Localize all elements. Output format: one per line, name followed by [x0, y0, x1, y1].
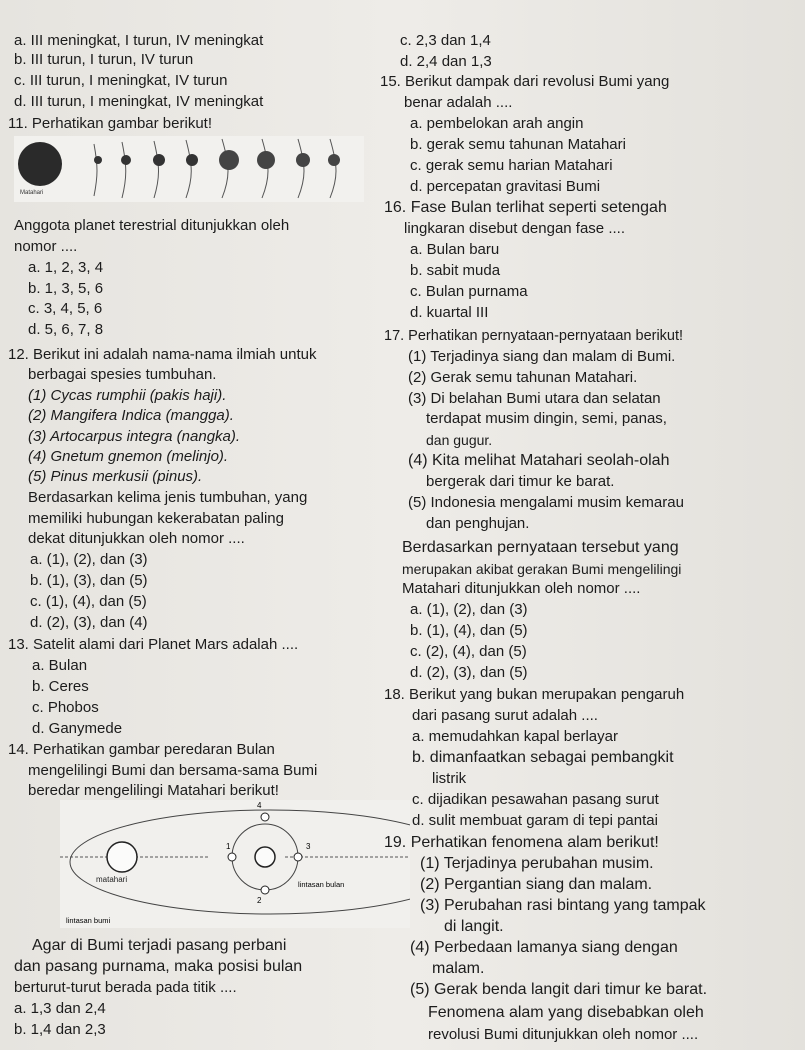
q19-item-5: (5) Gerak benda langit dari timur ke barat. [410, 981, 708, 998]
q17-item-5: (5) Indonesia mengalami musim kemarau [408, 494, 684, 511]
q14-stem-2: mengelilingi Bumi dan bersama-sama Bumi [28, 762, 318, 779]
q12-question-2: memiliki hubungan kekerabatan paling [28, 510, 284, 527]
moon-point-4-icon [261, 813, 269, 821]
q11-option-c[interactable]: c. 3, 4, 5, 6 [28, 300, 103, 317]
q12-option-c[interactable]: c. (1), (4), dan (5) [30, 593, 147, 610]
q17-question-1: Berdasarkan pernyataan tersebut yang [402, 539, 679, 556]
sun-label: matahari [96, 875, 128, 884]
q12-option-a[interactable]: a. (1), (2), dan (3) [30, 551, 148, 568]
q17-question-3: Matahari ditunjukkan oleh nomor .... [402, 580, 641, 597]
q11-question-1: Anggota planet terestrial ditunjukkan oleh [14, 217, 290, 234]
q10-option-c[interactable]: c. III turun, I meningkat, IV turun [14, 72, 228, 89]
point-3-label: 3 [306, 842, 311, 851]
q18-option-b-cont: listrik [432, 770, 467, 787]
q14-question-3: berturut-turut berada pada titik .... [14, 979, 237, 996]
planet-3-icon [153, 154, 165, 166]
earth-orbit-label: lintasan bumi [66, 916, 111, 925]
q18-option-d[interactable]: d. sulit membuat garam di tepi pantai [412, 812, 658, 829]
q12-item-3: (3) Artocarpus integra (nangka). [28, 428, 241, 445]
q18-option-c[interactable]: c. dijadikan pesawahan pasang surut [412, 791, 659, 808]
q19-item-4: (4) Perbedaan lamanya siang dengan [410, 939, 678, 956]
q10-option-c-right[interactable]: c. 2,3 dan 1,4 [400, 32, 491, 49]
q15-option-d[interactable]: d. percepatan gravitasi Bumi [410, 178, 601, 195]
q19-item-1: (1) Terjadinya perubahan musim. [420, 855, 654, 872]
q15-stem-2: benar adalah .... [404, 94, 513, 111]
planet-6-icon [257, 151, 275, 169]
q16-stem-2: lingkaran disebut dengan fase .... [404, 220, 625, 237]
q19-question-2: revolusi Bumi ditunjukkan oleh nomor .... [428, 1026, 699, 1043]
q18-option-a[interactable]: a. memudahkan kapal berlayar [412, 728, 618, 745]
q12-option-d[interactable]: d. (2), (3), dan (4) [30, 614, 148, 631]
sun-label: Matahari [20, 190, 44, 196]
q19-question-1: Fenomena alam yang disebabkan oleh [428, 1004, 704, 1021]
q11-stem: 11. Perhatikan gambar berikut! [8, 115, 213, 132]
q11-option-a[interactable]: a. 1, 2, 3, 4 [28, 259, 104, 276]
q19-item-3: (3) Perubahan rasi bintang yang tampak [420, 897, 706, 914]
planet-4-icon [186, 154, 198, 166]
q13-option-b[interactable]: b. Ceres [32, 678, 89, 695]
moon-orbit-label: lintasan bulan [298, 880, 345, 889]
planet-7-icon [296, 153, 310, 167]
q18-stem-2: dari pasang surut adalah .... [412, 707, 598, 724]
q17-item-3: (3) Di belahan Bumi utara dan selatan [408, 390, 661, 407]
q14-stem-1: 14. Perhatikan gambar peredaran Bulan [8, 741, 275, 758]
q14-stem-3: beredar mengelilingi Matahari berikut! [28, 782, 279, 799]
q11-question-2: nomor .... [14, 238, 78, 255]
planet-5-icon [219, 150, 239, 170]
q18-stem-1: 18. Berikut yang bukan merupakan pengaruh [384, 686, 685, 703]
q17-item-3-cont-1: terdapat musim dingin, semi, panas, [426, 410, 667, 427]
moon-point-3-icon [294, 853, 302, 861]
q16-option-b[interactable]: b. sabit muda [410, 262, 501, 279]
q17-stem: 17. Perhatikan pernyataan-pernyataan berikut! [384, 328, 684, 344]
q14-orbit-figure [60, 800, 410, 928]
q11-option-d[interactable]: d. 5, 6, 7, 8 [28, 321, 104, 338]
q19-item-2: (2) Pergantian siang dan malam. [420, 876, 653, 893]
q17-item-1: (1) Terjadinya siang dan malam di Bumi. [408, 348, 676, 365]
q10-option-d[interactable]: d. III turun, I meningkat, IV meningkat [14, 93, 264, 110]
planet-2-icon [121, 155, 131, 165]
q15-option-c[interactable]: c. gerak semu harian Matahari [410, 157, 613, 174]
q10-option-b[interactable]: b. III turun, I turun, IV turun [14, 51, 194, 68]
q13-option-c[interactable]: c. Phobos [32, 699, 99, 716]
q17-option-c[interactable]: c. (2), (4), dan (5) [410, 643, 527, 660]
q16-option-c[interactable]: c. Bulan purnama [410, 283, 528, 300]
planet-8-icon [328, 154, 340, 166]
q13-option-d[interactable]: d. Ganymede [32, 720, 123, 737]
q17-question-2: merupakan akibat gerakan Bumi mengelilingi [402, 561, 682, 577]
point-1-label: 1 [226, 842, 231, 851]
q17-item-2: (2) Gerak semu tahunan Matahari. [408, 369, 638, 386]
q12-question-1: Berdasarkan kelima jenis tumbuhan, yang [28, 489, 308, 506]
moon-point-1-icon [228, 853, 236, 861]
sun-icon [18, 142, 62, 186]
q15-stem-1: 15. Berikut dampak dari revolusi Bumi yang [380, 73, 670, 90]
q15-option-b[interactable]: b. gerak semu tahunan Matahari [410, 136, 626, 153]
earth-icon [255, 847, 275, 867]
q12-stem-1: 12. Berikut ini adalah nama-nama ilmiah untuk [8, 346, 317, 363]
q13-option-a[interactable]: a. Bulan [32, 657, 88, 674]
q13-stem: 13. Satelit alami dari Planet Mars adalah .... [8, 636, 299, 653]
q18-option-b[interactable]: b. dimanfaatkan sebagai pembangkit [412, 749, 674, 766]
q19-item-3-cont: di langit. [444, 918, 504, 935]
q19-stem: 19. Perhatikan fenomena alam berikut! [384, 834, 659, 851]
planet-1-icon [94, 156, 102, 164]
q10-option-d-right[interactable]: d. 2,4 dan 1,3 [400, 53, 492, 70]
q17-item-5-cont: dan penghujan. [426, 515, 530, 532]
q16-stem-1: 16. Fase Bulan terlihat seperti setengah [384, 199, 667, 216]
q12-option-b[interactable]: b. (1), (3), dan (5) [30, 572, 148, 589]
q17-item-3-cont-2: dan gugur. [426, 432, 493, 448]
q14-option-b[interactable]: b. 1,4 dan 2,3 [14, 1021, 106, 1038]
q17-option-b[interactable]: b. (1), (4), dan (5) [410, 622, 528, 639]
q14-question-2: dan pasang purnama, maka posisi bulan [14, 958, 303, 975]
q12-stem-2: berbagai spesies tumbuhan. [28, 366, 217, 383]
q11-solar-system-figure [14, 136, 364, 202]
point-4-label: 4 [257, 801, 262, 810]
q11-option-b[interactable]: b. 1, 3, 5, 6 [28, 280, 104, 297]
q16-option-d[interactable]: d. kuartal III [410, 304, 489, 321]
q19-item-4-cont: malam. [432, 960, 485, 977]
q17-option-a[interactable]: a. (1), (2), dan (3) [410, 601, 528, 618]
sun-icon [107, 842, 137, 872]
q12-question-3: dekat ditunjukkan oleh nomor .... [28, 530, 245, 547]
q12-item-5: (5) Pinus merkusii (pinus). [28, 468, 203, 485]
q12-item-2: (2) Mangifera Indica (mangga). [28, 407, 234, 424]
q17-item-4-cont: bergerak dari timur ke barat. [426, 473, 615, 490]
q10-option-a[interactable]: a. III meningkat, I turun, IV meningkat [14, 32, 264, 49]
q14-option-a[interactable]: a. 1,3 dan 2,4 [14, 1000, 106, 1017]
moon-point-2-icon [261, 886, 269, 894]
q17-option-d[interactable]: d. (2), (3), dan (5) [410, 664, 528, 681]
point-2-label: 2 [257, 896, 262, 905]
q17-item-4: (4) Kita melihat Matahari seolah-olah [408, 452, 670, 469]
q12-item-4: (4) Gnetum gnemon (melinjo). [28, 448, 229, 465]
q15-option-a[interactable]: a. pembelokan arah angin [410, 115, 584, 132]
q16-option-a[interactable]: a. Bulan baru [410, 241, 500, 258]
q12-item-1: (1) Cycas rumphii (pakis haji). [28, 387, 227, 404]
q14-question-1: Agar di Bumi terjadi pasang perbani [32, 937, 287, 954]
